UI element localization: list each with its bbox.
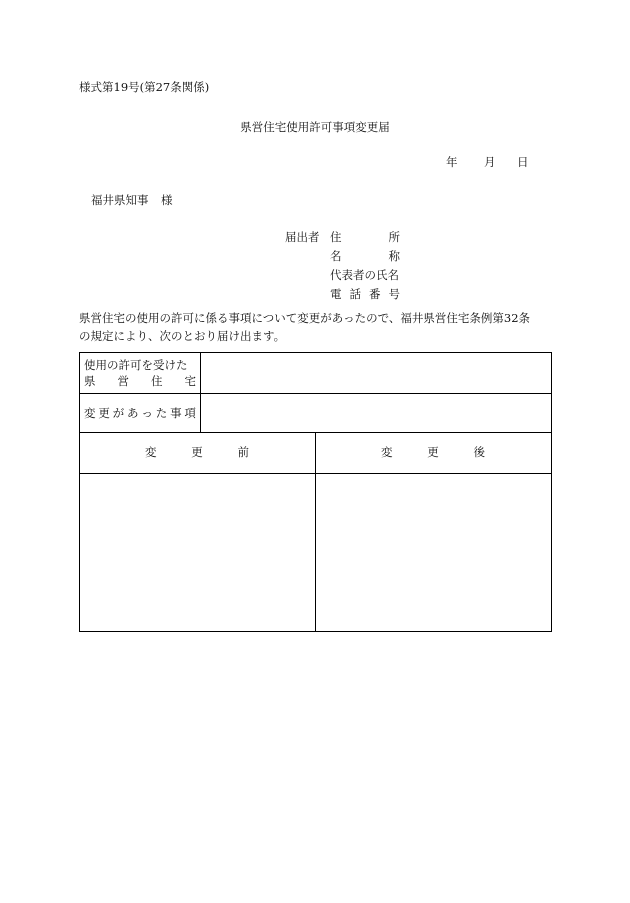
before-change-header bbox=[145, 447, 249, 459]
filer-address-char: 住 bbox=[330, 230, 342, 244]
after-change-field[interactable] bbox=[316, 474, 551, 631]
addressee-title: 様 bbox=[161, 193, 173, 207]
row2-label-char: 変 bbox=[84, 406, 96, 420]
filer-address-label bbox=[330, 232, 400, 244]
table-border-right bbox=[551, 352, 552, 632]
date-year-label: 年 bbox=[446, 155, 458, 169]
before-change-field[interactable] bbox=[80, 474, 315, 631]
after-change-header bbox=[381, 447, 485, 459]
changed-item-field[interactable] bbox=[201, 394, 551, 432]
row2-label-char: 更 bbox=[98, 406, 110, 420]
row2-label-char: 項 bbox=[184, 406, 196, 420]
before-header-char: 変 bbox=[145, 445, 157, 459]
filer-representative-text: 代表者の氏名 bbox=[330, 268, 399, 282]
row1-label-char: 住 bbox=[151, 374, 163, 388]
date-month-label: 月 bbox=[484, 155, 496, 169]
body-text-line-2: の規定により、次のとおり届け出ます。 bbox=[79, 329, 286, 343]
row1-label-text: 使用の許可を受けた bbox=[84, 358, 188, 372]
after-header-char: 変 bbox=[381, 445, 393, 459]
filer-phone-char: 電 bbox=[330, 287, 342, 301]
row2-label-char: た bbox=[155, 406, 168, 420]
filer-phone-char: 番 bbox=[369, 287, 381, 301]
row1-label-line1 bbox=[84, 360, 196, 372]
form-number: 様式第19号(第27条関係) bbox=[79, 80, 210, 94]
body-text-line-1: 県営住宅の使用の許可に係る事項について変更があったので、福井県営住宅条例第32条 bbox=[79, 311, 531, 325]
filer-name-label bbox=[330, 251, 400, 263]
after-header-char: 更 bbox=[427, 445, 439, 459]
after-header-char: 後 bbox=[473, 445, 485, 459]
row2-label-char: が bbox=[112, 406, 125, 420]
filer-phone-char: 号 bbox=[388, 287, 400, 301]
row1-label-char: 県 bbox=[84, 374, 96, 388]
filer-representative-label bbox=[330, 270, 400, 282]
row2-label-char: あ bbox=[127, 406, 139, 420]
filer-phone-label bbox=[330, 289, 400, 301]
row1-label-char: 宅 bbox=[184, 374, 196, 388]
row2-label bbox=[84, 408, 196, 420]
before-header-char: 前 bbox=[237, 445, 249, 459]
addressee: 福井県知事 bbox=[91, 193, 149, 207]
row1-label-line2 bbox=[84, 376, 196, 388]
row2-label-char: っ bbox=[141, 406, 153, 420]
filer-phone-char: 話 bbox=[349, 287, 361, 301]
form-title: 県営住宅使用許可事項変更届 bbox=[240, 120, 390, 134]
filer-address-char: 所 bbox=[388, 230, 400, 244]
approved-housing-field[interactable] bbox=[201, 353, 551, 393]
date-day-label: 日 bbox=[517, 155, 529, 169]
row2-label-char: 事 bbox=[170, 406, 182, 420]
before-header-char: 更 bbox=[191, 445, 203, 459]
filer-name-char: 称 bbox=[388, 249, 400, 263]
filer-name-char: 名 bbox=[330, 249, 342, 263]
row1-label-char: 営 bbox=[117, 374, 129, 388]
filer-label: 届出者 bbox=[285, 230, 320, 244]
